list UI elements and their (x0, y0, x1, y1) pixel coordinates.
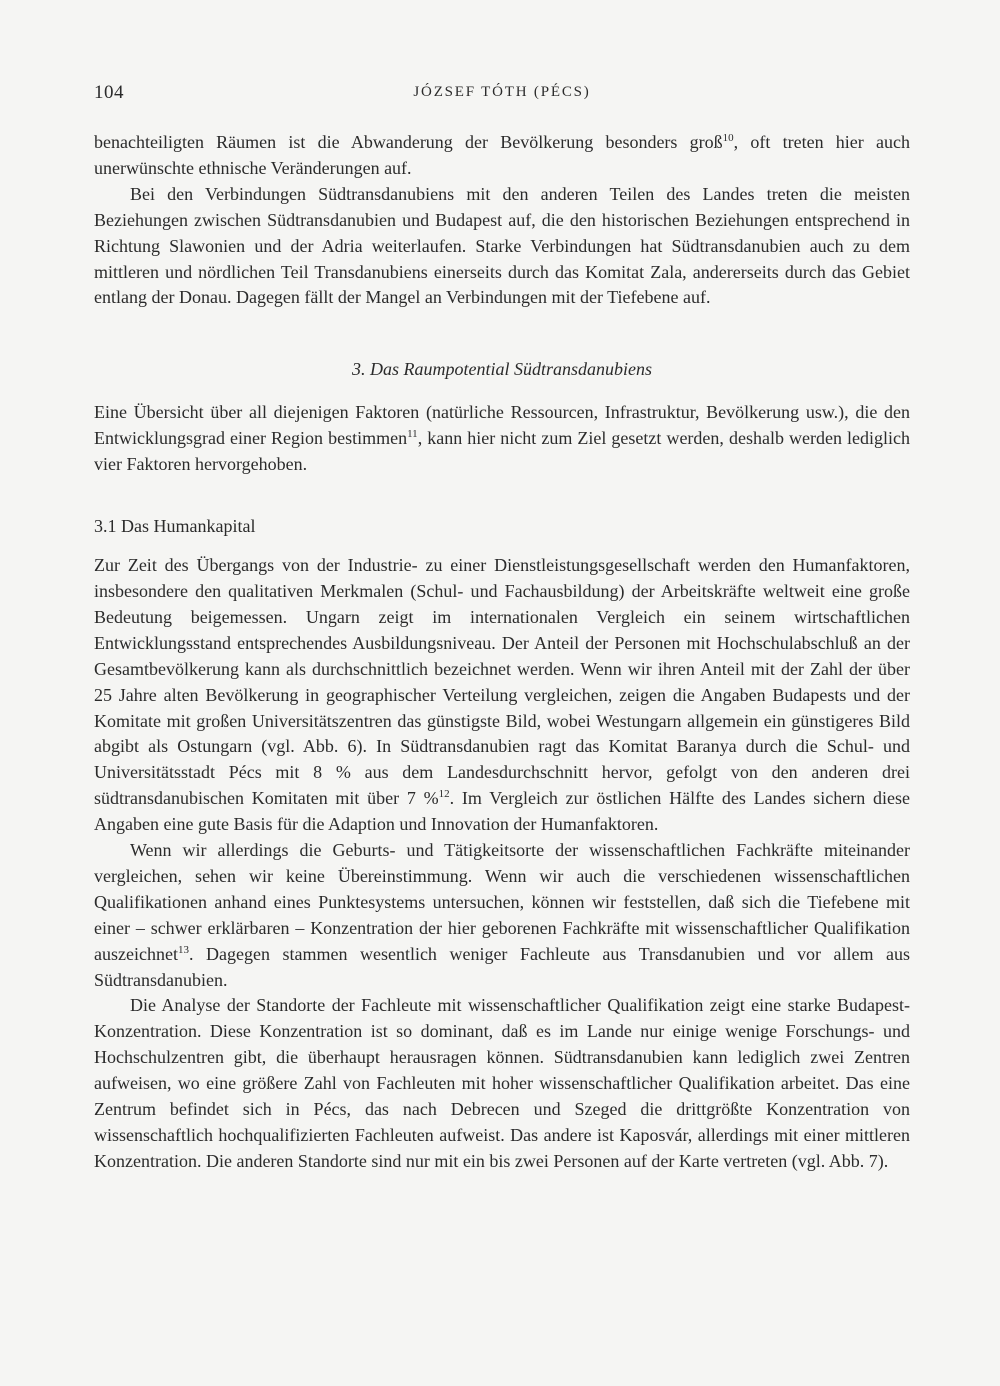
footnote-ref: 13 (177, 943, 189, 956)
running-head: JÓZSEF TÓTH (PÉCS) (413, 84, 591, 100)
paragraph: Bei den Verbindungen Südtransdanubiens mit den anderen Teilen des Landes treten die meisten Beziehungen zwischen Südtransdanubien und Budapest auf, die den historischen Beziehungen entsprechend in Richtung Slawonien und der Adria weiterlaufen. Starke Verbindungen hat Südtransdanubien auch zu dem mittleren und nördlichen Teil Transdanubiens einerseits durch das Komitat Zala, andererseits durch das Gebiet entlang der Donau. Dagegen fällt der Mangel an Verbindungen mit der Tiefebene auf. (94, 183, 910, 308)
page-number: 104 (94, 82, 124, 103)
paragraph (94, 400, 910, 478)
section-heading: 3. Das Raumpotential Südtransdanubiens (352, 359, 652, 380)
subsection-heading: 3.1 Das Humankapital (94, 516, 256, 537)
footnote-ref: 12 (438, 788, 450, 801)
paragraph-text: . Im Vergleich zur östlichen Hälfte des Landes sichern diese Angaben eine gute Basis für die Adaption und Innovation der Humanfaktoren. (94, 788, 910, 835)
footnote-ref: 11 (407, 428, 418, 441)
paragraph-text: benachteiligten Räumen ist die Abwanderung der Bevölkerung besonders groß (94, 132, 723, 152)
paragraph-text: , oft treten hier auch unerwünschte ethnische Veränderungen auf. (94, 132, 910, 178)
footnote-ref: 10 (722, 132, 734, 144)
paragraph (94, 838, 910, 993)
paragraph-text: , kann hier nicht zum Ziel gesetzt werden, deshalb werden lediglich vier Faktoren hervorgehoben. (94, 428, 911, 475)
paragraph-text: Eine Übersicht über all diejenigen Faktoren (natürliche Ressourcen, Infrastruktur, Bevölkerung usw.), die den Entwicklungsgrad einer Region bestimmen (94, 402, 910, 449)
paragraph: Die Analyse der Standorte der Fachleute mit wissenschaftlicher Qualifikation zeigt eine starke Budapest-Konzentration. Diese Konzentration ist so dominant, daß es im Lande nur einige wenige Forschungs- und Hochschulzentren gibt, die überhaupt herausragen können. Südtransdanubien kann lediglich zwei Zentren aufweisen, wo eine größere Zahl von Fachleuten mit hoher wissenschaftlicher Qualifikation arbeitet. Das eine Zentrum befindet sich in Pécs, das nach Debrecen und Szeged die drittgrößte Konzentration von wissenschaftlich hochqualifizierten Fachleuten aufweist. Das andere ist Kaposvár, allerdings mit einer mittleren Konzentration. Die anderen Standorte sind nur mit ein bis zwei Personen auf der Karte vertreten (vgl. Abb. 7). (94, 995, 910, 1171)
page-header (94, 82, 910, 106)
paragraph-text: . Dagegen stammen wesentlich weniger Fachleute aus Transdanubien und vor allem aus Südtransdanubien. (94, 943, 910, 990)
paragraph-text: Wenn wir allerdings die Geburts- und Tätigkeitsorte der wissenschaftlichen Fachkräfte miteinander vergleichen, sehen wir keine Übereinstimmung. Wenn wir auch die verschiedenen wissenschaftlichen Qualifikationen anhand eines Punktesystems untersuchen, können wir feststellen, daß sich die Tiefebene mit einer – schwer erklärbaren – Konzentration der hier geborenen Fachkräfte mit wissenschaftlicher Qualifikation auszeichnet (94, 840, 910, 964)
paragraph (94, 130, 910, 182)
paragraph-text: Zur Zeit des Übergangs von der Industrie- zu einer Dienstleistungsgesellschaft werden den Humanfaktoren, insbesondere den qualitativen Merkmalen (Schul- und Fachausbildung) der Arbeitskräfte weltweit eine große Bedeutung beigemessen. Ungarn zeigt im internationalen Vergleich ein seinem wirtschaftlichen Entwicklungsstand entsprechendes Ausbildungsniveau. Der Anteil der Personen mit Hochschulabschluß an der Gesamtbevölkerung kann als durchschnittlich bezeichnet werden. Wenn wir ihren Anteil mit der Zahl der über 25 Jahre alten Bevölkerung in geographischer Verteilung vergleichen, zeigen die Angaben Budapests und der Komitate mit großen Universitätszentren das günstigste Bild, wobei Westungarn allgemein ein günstigeres Bild abgibt als Ostungarn (vgl. Abb. 6). In Südtransdanubien ragt das Komitat Baranya durch die Schul- und Universitätsstadt Pécs mit 8 % aus dem Landesdurchschnitt hervor, gefolgt von den anderen drei südtransdanubischen Komitaten mit über 7 % (94, 555, 910, 809)
paragraph (94, 553, 910, 838)
body-text (94, 130, 910, 1175)
